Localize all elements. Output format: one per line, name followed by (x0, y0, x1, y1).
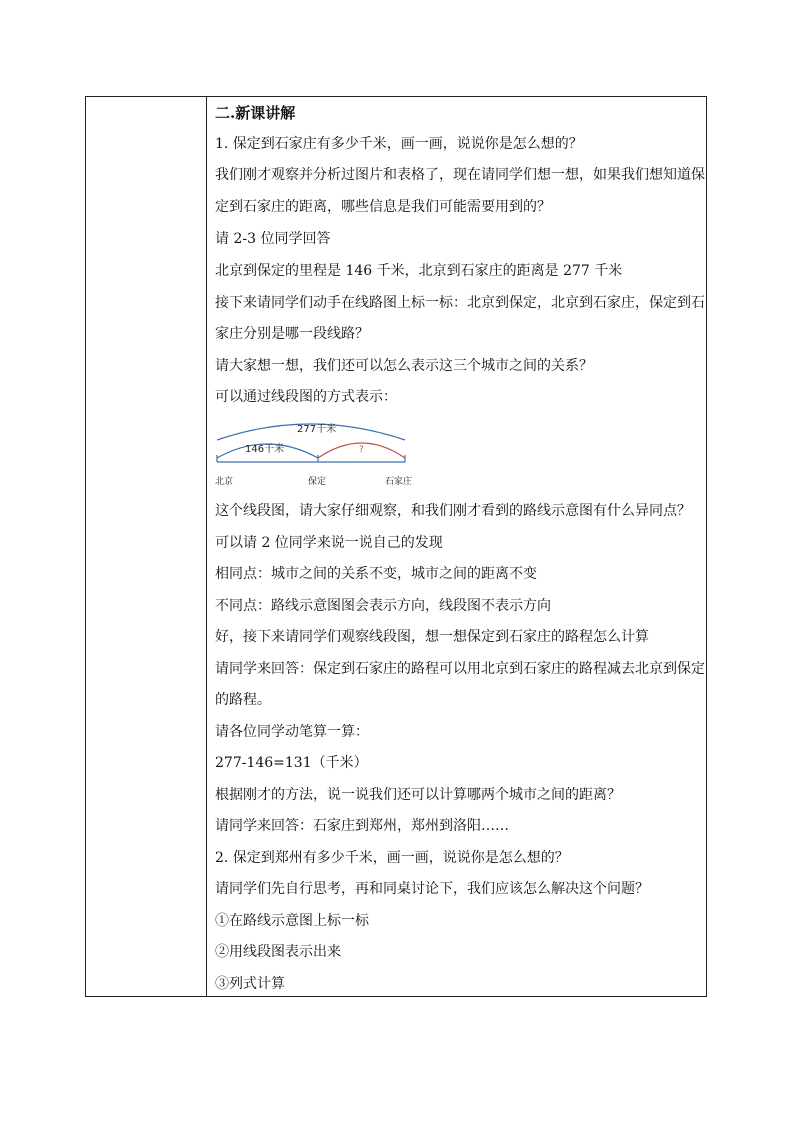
list-item: ①在路线示意图上标一标 (215, 913, 369, 929)
column-divider (206, 97, 207, 996)
paragraph: 我们刚才观察并分析过图片和表格了，现在请同学们想一想，如果我们想知道保 (215, 167, 705, 183)
list-item: ③列式计算 (215, 976, 285, 992)
paragraph: 接下来请同学们动手在线路图上标一标：北京到保定，北京到石家庄，保定到石 (215, 295, 705, 311)
paragraph: 可以通过线段图的方式表示： (215, 389, 397, 405)
paragraph: 请同学来回答：保定到石家庄的路程可以用北京到石家庄的路程减去北京到保定 (215, 661, 705, 677)
line-segment-diagram (215, 410, 435, 490)
unknown-label: ? (359, 445, 364, 455)
paragraph: 请大家想一想，我们还可以怎么表示这三个城市之间的关系？ (215, 358, 593, 374)
paragraph: 的路程。 (215, 692, 271, 708)
paragraph: 可以请 2 位同学来说一说自己的发现 (215, 535, 443, 551)
paragraph: 定到石家庄的距离，哪些信息是我们可能需要用到的？ (215, 199, 551, 215)
part-label: 146千米 (245, 444, 285, 455)
total-label: 277千米 (297, 424, 337, 435)
paragraph: 请 2-3 位同学回答 (215, 231, 331, 247)
paragraph: 请同学们先自行思考，再和同桌讨论下，我们应该怎么解决这个问题？ (215, 881, 649, 897)
paragraph: 1. 保定到石家庄有多少千米，画一画，说说你是怎么想的？ (215, 136, 583, 152)
paragraph: 好，接下来请同学们观察线段图，想一想保定到石家庄的路程怎么计算 (215, 629, 649, 645)
paragraph: 277-146=131（千米） (215, 755, 368, 771)
paragraph: 相同点：城市之间的关系不变，城市之间的距离不变 (215, 566, 537, 582)
list-item: ②用线段图表示出来 (215, 944, 341, 960)
city-label-shijiazhuang: 石家庄 (385, 477, 413, 487)
paragraph: 家庄分别是哪一段线路？ (215, 326, 369, 342)
paragraph: 根据刚才的方法，说一说我们还可以计算哪两个城市之间的距离？ (215, 787, 621, 803)
city-label-baoding: 保定 (308, 477, 327, 487)
section-title: 二.新课讲解 (215, 104, 296, 122)
paragraph: 请各位同学动笔算一算： (215, 724, 369, 740)
lesson-table (85, 96, 707, 997)
paragraph: 这个线段图，请大家仔细观察，和我们刚才看到的路线示意图有什么异同点？ (215, 503, 691, 519)
paragraph: 请同学来回答：石家庄到郑州，郑州到洛阳…… (215, 818, 509, 834)
paragraph: 2. 保定到郑州有多少千米，画一画，说说你是怎么想的？ (215, 850, 569, 866)
paragraph: 北京到保定的里程是 146 千米，北京到石家庄的距离是 277 千米 (215, 263, 623, 279)
paragraph: 不同点：路线示意图图会表示方向，线段图不表示方向 (215, 598, 551, 614)
city-label-beijing: 北京 (215, 477, 234, 487)
